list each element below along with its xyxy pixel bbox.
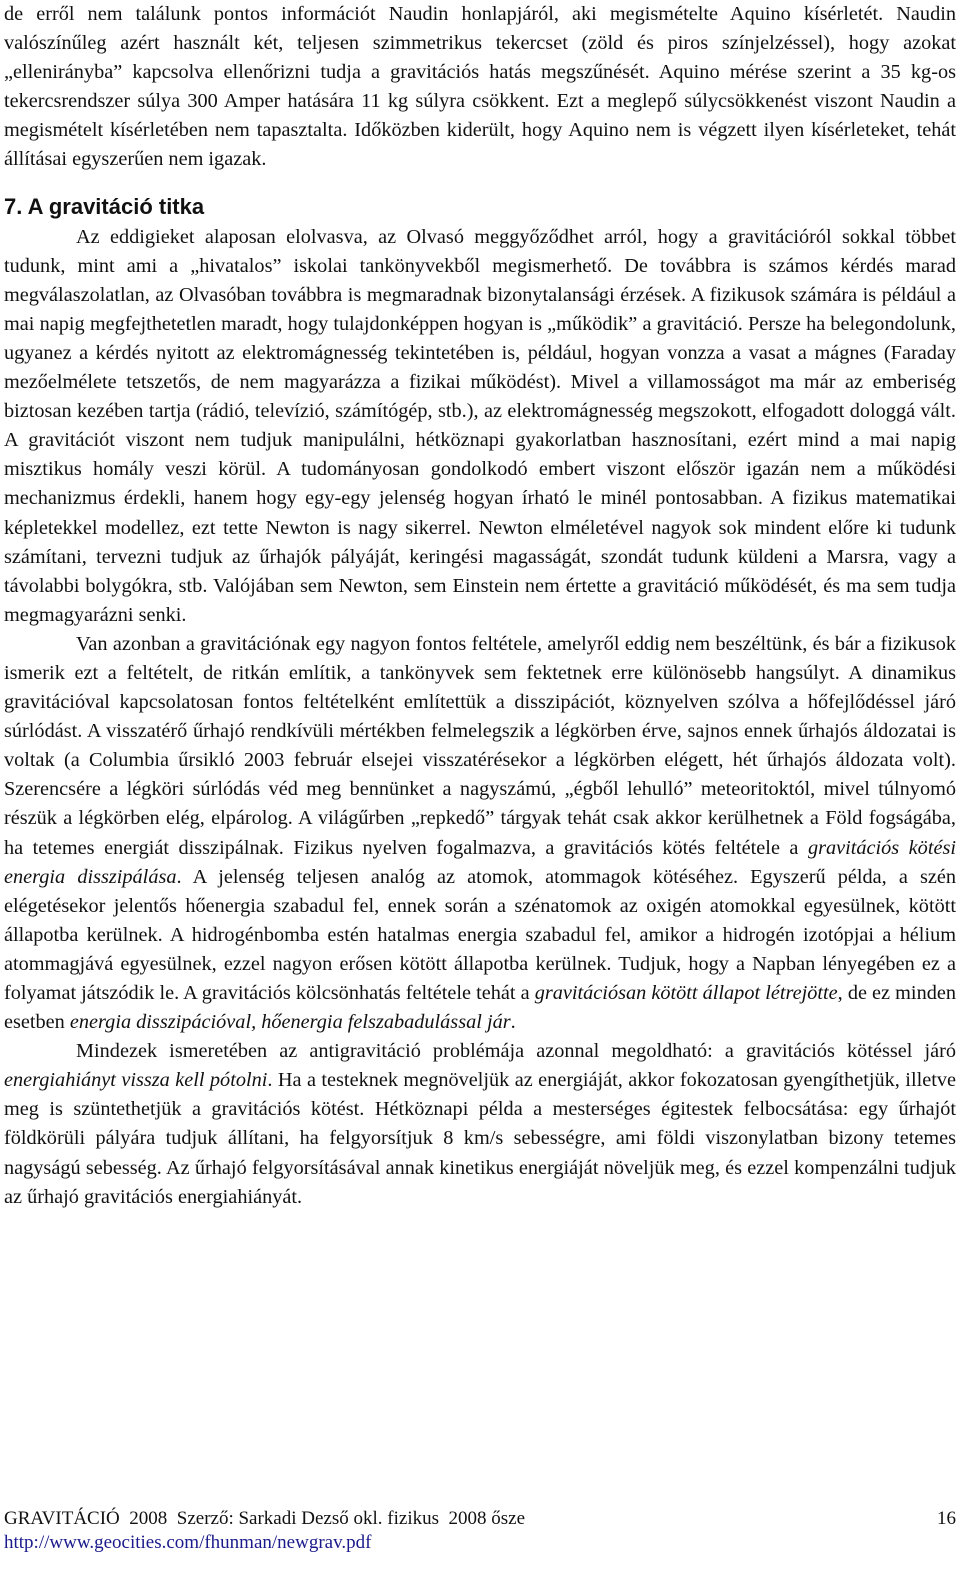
intro-paragraph: de erről nem találunk pontos információt Naudin honlapjáról, aki megismételte Aquino kísérletét. Naudin valószínűleg azért használt két, teljesen szimmetrikus tekercset (zöld és piros színjelzéssel), hogy azokat „ellenirányba” kapcsolva ellenőrizni tudja a gravitációs hatás megszűnését. Aquino mérése szerint a 35 kg-os tekercsrendszer súlya 300 Amper hatására 11 kg súlyra csökkent. Ezt a meglepő súlycsökkenést viszont Naudin a megismételt kísérletében nem tapasztalta. Időközben kiderült, hogy Aquino nem is végzett ilyen kísérleteket, tehát állításai egyszerűen nem igazak. [4,3,956,171]
paragraph-text: Van azonban a gravitációnak egy nagyon fontos feltétele, amelyről eddig nem beszéltünk, és bár a fizikusok ismerik ezt a feltételt, de ritkán említik, a tankönyvek sem fektetnek erre különösebb hangsúlyt. A dinamikus gravitációval kapcsolatosan fontos feltételként említettük a disszipációt, köznyelven szólva a hőfejlődéssel járó súrlódást. A visszatérő űrhajó rendkívüli mértékben felmelegszik a légkörben érve, sajnos ennek űrhajós áldozatai is voltak (a Columbia űrsikló 2003 február elsejei visszatérésekor a légkörben elégett, hét űrhajós áldozata volt). Szerencsére a légköri súrlódás véd meg bennünket a nagyszámú, „égből lehulló” meteoritoktól, mivel túlnyomó részük a légkörben elég, elpárolog. A világűrben „repkedő” tárgyak tehát csak akkor kerülhetnek a Föld fogságába, ha tetemes energiát disszipálnak. Fizikus nyelven fogalmazva, a gravitációs kötés feltétele a [4,632,956,859]
page-footer [4,1507,956,1555]
section-paragraph-3 [4,1037,956,1212]
section-heading: 7. A gravitáció titka [4,193,205,219]
section-paragraph-2 [4,630,956,1037]
page-number: 16 [937,1508,956,1529]
footer-url-row [4,1531,956,1555]
paragraph-text: . Ha a testeknek megnöveljük az energiáját, akkor fokozatosan gyengíthetjük, illetve meg is szüntethetjük a gravitációs kötést. Hétköznapi példa a mesterséges égitestek felbocsátása: egy űrhajót földkörüli pályára tudjuk állítani, ha felgyorsítjuk 8 km/s sebességre, ami földi viszonylatban bizony tetemes nagyságú sebesség. Az űrhajó felgyorsításával annak kinetikus energiáját növeljük meg, és ezzel kompenzálni tudjuk az űrhajó gravitációs energiahiányát. [4,1069,956,1208]
section-paragraph-1: Az eddigieket alaposan elolvasva, az Olvasó meggyőződhet arról, hogy a gravitációról sokkal többet tudunk, mint ami a „hivatalos” iskolai tankönyvekből megismerhető. De továbbra is számos kérdés marad megválaszolatlan, az Olvasóban továbbra is megmaradnak bizonytalansági érzések. A fizikusok számára is például a mai napig megfejthetetlen maradt, hogy tulajdonképpen hogyan is „működik” a gravitáció. Persze ha belegondolunk, ugyanez a kérdés nyitott az elektromágnesség tekintetében is, például, hogyan vonzza a vasat a mágnes (Faraday mezőelmélete tetszetős, de nem magyarázza a fizikai működést). Mivel a villamosságot ma már az emberiség biztosan kezében tartja (rádió, televízió, számítógép, stb.), az elektromágnesség megszokott, elfogadott dologgá vált. A gravitációt viszont nem tudjuk manipulálni, hétköznapi gyakorlatban hasznosítani, ezért mind a mai napig misztikus homály veszi körül. A tudományosan gondolkodó embert viszont először igazán nem a működési mechanizmus érdekli, hanem hogy egy-egy jelenség hogyan írható le minél pontosabban. A fizikus matematikai képletekkel modellez, ezt tette Newton is nagy sikerrel. Newton elméletével nagyok sok mindent előre ki tudunk számítani, tervezni tudjuk az űrhajók pályáját, keringési magasságát, szondát tudunk küldeni a Marsra, vagy a távolabbi bolygókra, stb. Valójában sem Newton, sem Einstein nem értette a gravitáció működését, és ma sem tudja megmagyarázni senki. [4,225,956,626]
emphasis-text: energiahiányt vissza kell pótolni [4,1069,268,1092]
paragraph-text: , de ez minden esetben [4,982,956,1034]
footer-row [4,1507,956,1531]
paragraph-text: Mindezek ismeretében az antigravitáció problémája azonnal megoldható: a gravitációs kötéssel járó [76,1040,956,1063]
paragraph-text: . A jelenség teljesen analóg az atomok, atommagok kötéséhez. Egyszerű példa, a szén elégetésekor jelentős hőenergia szabadul fel, ennek során a szénatomok az oxigén atomokkal egyesülnek, kötött állapotba kerülnek. A hidrogénbomba estén hatalmas energia szabadul fel, amikor a hidrogén izotópjai a hélium atommagjává egyesülnek, ezzel nagyon erősen kötött állapotba kerülnek. Tudjuk, hogy a Napban lényegében ez a folyamat játszódik le. A gravitációs kölcsönhatás feltétele tehát a [4,865,956,1004]
emphasis-text: gravitációs kötési energia disszipálása [4,836,956,888]
paragraph-text: . [510,1011,516,1034]
footer-url-link[interactable]: http://www.geocities.com/fhunman/newgrav.pdf [4,1532,372,1553]
footer-credit: GRAVITÁCIÓ 2008 Szerző: Sarkadi Dezső okl. fizikus 2008 ősze [4,1508,526,1529]
document-page [4,0,956,1212]
emphasis-text: energia disszipációval, hőenergia felszabadulással jár [69,1011,511,1034]
emphasis-text: gravitációsan kötött állapot létrejötte [534,982,838,1004]
